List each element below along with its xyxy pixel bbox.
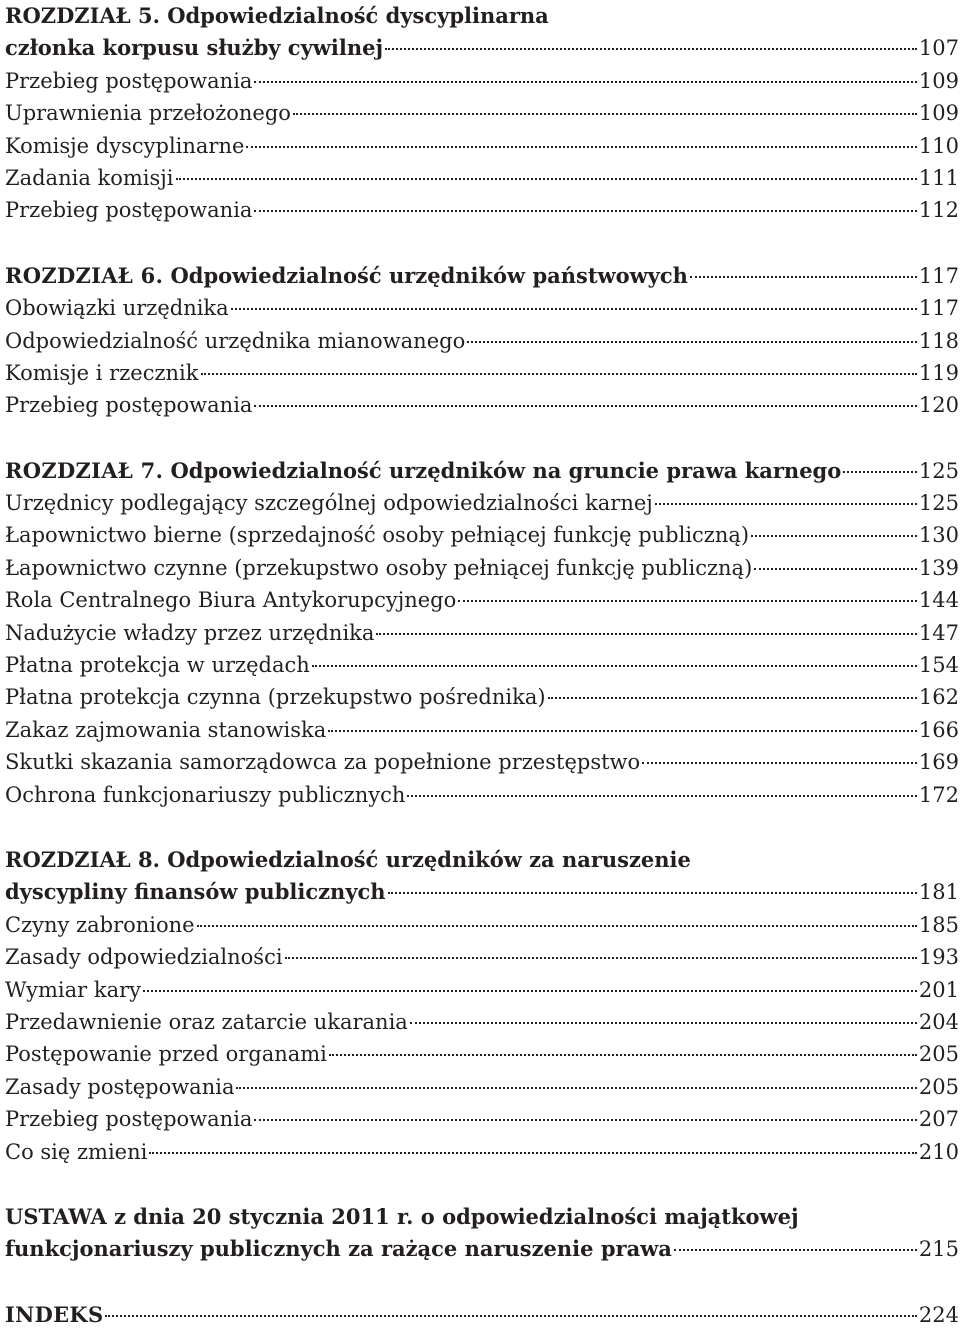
section-heading-lead: ROZDZIAŁ 8. [5, 846, 160, 872]
dot-leader [642, 762, 917, 764]
section-heading-title: Odpowiedzialność urzędników za naruszenie [167, 846, 691, 872]
page-number: 169 [918, 750, 959, 775]
page-number: 147 [918, 620, 959, 645]
section-heading-entry[interactable] [5, 1299, 959, 1331]
section-gap [5, 811, 959, 844]
toc-entry[interactable] [5, 941, 959, 973]
toc-entry[interactable] [5, 714, 959, 746]
toc-entry[interactable] [5, 584, 959, 616]
page-number: 117 [918, 263, 959, 288]
section-heading-lead: ROZDZIAŁ 7. [5, 457, 164, 483]
dot-leader [254, 210, 916, 212]
dot-leader [690, 276, 917, 278]
toc-entry-label: Płatna protekcja czynna (przekupstwo pośrednika) [5, 685, 546, 710]
toc-entry-label: Obowiązki urzędnika [5, 296, 229, 321]
page-number: 112 [918, 198, 959, 223]
toc-entry-label: Zadania komisji [5, 165, 174, 190]
section-gap [5, 227, 959, 260]
page-number: 166 [918, 717, 959, 742]
toc-entry-label: Skutki skazania samorządowca za popełnione przestępstwo [5, 750, 641, 775]
page-number: 181 [918, 880, 959, 905]
page-number: 120 [918, 393, 959, 418]
dot-leader [458, 600, 917, 602]
dot-leader [201, 373, 917, 375]
dot-leader [754, 568, 917, 570]
toc-entry-label: Zakaz zajmowania stanowiska [5, 717, 327, 742]
page-number: 144 [918, 588, 959, 613]
dot-leader [149, 1152, 917, 1154]
toc-section [5, 0, 959, 227]
page-number: 111 [918, 165, 959, 190]
dot-leader [254, 1119, 916, 1121]
section-heading-text [5, 32, 383, 64]
page-number: 185 [918, 912, 959, 937]
section-heading-line [5, 0, 959, 32]
page-number: 125 [918, 458, 959, 483]
page-number: 118 [918, 328, 959, 353]
page-number: 215 [918, 1237, 959, 1262]
section-heading-entry[interactable] [5, 455, 959, 487]
section-heading-title: funkcjonariuszy publicznych za rażące naruszenie prawa [5, 1236, 672, 1262]
page-number: 125 [918, 491, 959, 516]
page-number: 109 [918, 101, 959, 126]
section-heading-text [5, 1233, 672, 1265]
toc-entry-label: Zasady postępowania [5, 1074, 235, 1099]
toc-entry-label: Przebieg postępowania [5, 68, 253, 93]
section-heading-title: z dnia 20 stycznia 2011 r. o odpowiedzialności majątkowej [114, 1203, 799, 1229]
toc-entry[interactable] [5, 194, 959, 226]
toc-entry[interactable] [5, 681, 959, 713]
page-number: 210 [918, 1139, 959, 1164]
section-heading-line [5, 1201, 959, 1233]
toc-entry[interactable] [5, 325, 959, 357]
dot-leader [143, 990, 917, 992]
toc-entry-label: Czyny zabronione [5, 912, 195, 937]
toc-entry-label: Łapownictwo bierne (sprzedajność osoby pełniącej funkcję publiczną) [5, 523, 750, 548]
toc-entry-label: Komisje i rzecznik [5, 360, 199, 385]
page-number: 224 [918, 1302, 959, 1327]
toc-entry[interactable] [5, 746, 959, 778]
toc-entry[interactable] [5, 1136, 959, 1168]
page-number: 172 [918, 782, 959, 807]
dot-leader [254, 81, 916, 83]
dot-leader [176, 178, 917, 180]
dot-leader [655, 503, 917, 505]
toc-entry-label: Uprawnienia przełożonego [5, 101, 291, 126]
section-heading-text [5, 876, 386, 908]
page-number: 130 [918, 523, 959, 548]
dot-leader [376, 633, 916, 635]
dot-leader [197, 925, 917, 927]
section-heading-title: Odpowiedzialność urzędników na gruncie prawa karnego [170, 457, 842, 483]
page-number: 204 [918, 1009, 959, 1034]
toc-entry-label: Ochrona funkcjonariuszy publicznych [5, 782, 406, 807]
section-heading-entry[interactable] [5, 260, 959, 292]
toc-entry[interactable] [5, 974, 959, 1006]
toc-entry[interactable] [5, 779, 959, 811]
section-heading-entry[interactable] [5, 32, 959, 64]
page-number: 110 [918, 133, 959, 158]
toc-entry[interactable] [5, 1103, 959, 1135]
toc-entry[interactable] [5, 357, 959, 389]
toc-entry[interactable] [5, 519, 959, 551]
section-heading-title: członka korpusu służby cywilnej [5, 35, 384, 61]
toc-section [5, 1201, 959, 1266]
toc-entry-label: Przebieg postępowania [5, 1107, 253, 1132]
toc-entry-label: Nadużycie władzy przez urzędnika [5, 620, 375, 645]
toc-entry-label: Komisje dyscyplinarne [5, 133, 245, 158]
toc-entry[interactable] [5, 487, 959, 519]
toc-entry-label: Przedawnienie oraz zatarcie ukarania [5, 1009, 408, 1034]
toc-entry-label: Odpowiedzialność urzędnika mianowanego [5, 328, 466, 353]
toc-entry-label: Łapownictwo czynne (przekupstwo osoby pełniącej funkcję publiczną) [5, 555, 753, 580]
dot-leader [293, 113, 917, 115]
dot-leader [410, 1022, 917, 1024]
toc-entry[interactable] [5, 1038, 959, 1070]
toc-entry[interactable] [5, 65, 959, 97]
page-number: 207 [918, 1107, 959, 1132]
toc-entry[interactable] [5, 130, 959, 162]
section-gap [5, 1266, 959, 1299]
toc-entry[interactable] [5, 292, 959, 324]
section-heading-text [5, 260, 688, 292]
page-number: 193 [918, 945, 959, 970]
page-number: 162 [918, 685, 959, 710]
table-of-contents [5, 0, 959, 1331]
toc-entry-label: Zasady odpowiedzialności [5, 945, 283, 970]
dot-leader [328, 730, 917, 732]
section-heading-lead: USTAWA [5, 1203, 107, 1229]
toc-entry-label: Wymiar kary [5, 977, 141, 1002]
toc-entry-label: Postępowanie przed organami [5, 1042, 327, 1067]
toc-entry-label: Przebieg postępowania [5, 198, 253, 223]
toc-entry-label: Płatna protekcja w urzędach [5, 653, 310, 678]
section-heading-title: Odpowiedzialność urzędników państwowych [170, 262, 688, 288]
section-heading-entry[interactable] [5, 876, 959, 908]
dot-leader [407, 795, 916, 797]
toc-section [5, 260, 959, 422]
page-number: 117 [918, 296, 959, 321]
toc-section [5, 844, 959, 1168]
page-number: 109 [918, 68, 959, 93]
toc-section [5, 1299, 959, 1331]
toc-section [5, 455, 959, 811]
dot-leader [674, 1249, 917, 1251]
page-number: 154 [918, 653, 959, 678]
toc-entry[interactable] [5, 552, 959, 584]
dot-leader [254, 405, 916, 407]
section-heading-lead: ROZDZIAŁ 5. [5, 3, 160, 28]
section-heading-lead: ROZDZIAŁ 6. [5, 262, 164, 288]
dot-leader [467, 341, 917, 343]
toc-entry-label: Co się zmieni [5, 1139, 148, 1164]
section-gap [5, 1168, 959, 1201]
toc-entry[interactable] [5, 97, 959, 129]
dot-leader [385, 48, 917, 50]
toc-entry[interactable] [5, 909, 959, 941]
dot-leader [843, 471, 917, 473]
toc-entry-label: Urzędnicy podlegający szczególnej odpowiedzialności karnej [5, 491, 653, 516]
dot-leader [236, 1087, 916, 1089]
page-number: 139 [918, 555, 959, 580]
section-heading-lead: INDEKS [5, 1301, 104, 1327]
toc-entry[interactable] [5, 1006, 959, 1038]
section-gap [5, 422, 959, 455]
toc-entry[interactable] [5, 389, 959, 421]
dot-leader [388, 892, 917, 894]
toc-entry[interactable] [5, 617, 959, 649]
page-number: 201 [918, 977, 959, 1002]
dot-leader [312, 665, 917, 667]
dot-leader [548, 697, 917, 699]
page-number: 107 [918, 36, 959, 61]
dot-leader [329, 1054, 917, 1056]
toc-entry[interactable] [5, 162, 959, 194]
section-heading-title: Odpowiedzialność dyscyplinarna [167, 3, 549, 28]
page-number: 205 [918, 1042, 959, 1067]
page-number: 119 [918, 360, 959, 385]
toc-entry[interactable] [5, 1071, 959, 1103]
section-heading-line [5, 844, 959, 876]
dot-leader [751, 535, 917, 537]
page-number: 205 [918, 1074, 959, 1099]
dot-leader [246, 146, 916, 148]
toc-entry-label: Rola Centralnego Biura Antykorupcyjnego [5, 588, 457, 613]
toc-entry-label: Przebieg postępowania [5, 393, 253, 418]
section-heading-text [5, 455, 841, 487]
toc-entry[interactable] [5, 649, 959, 681]
section-heading-title: dyscypliny finansów publicznych [5, 879, 386, 905]
dot-leader [231, 308, 917, 310]
section-heading-text [5, 1299, 103, 1331]
dot-leader [285, 957, 917, 959]
section-heading-entry[interactable] [5, 1233, 959, 1265]
